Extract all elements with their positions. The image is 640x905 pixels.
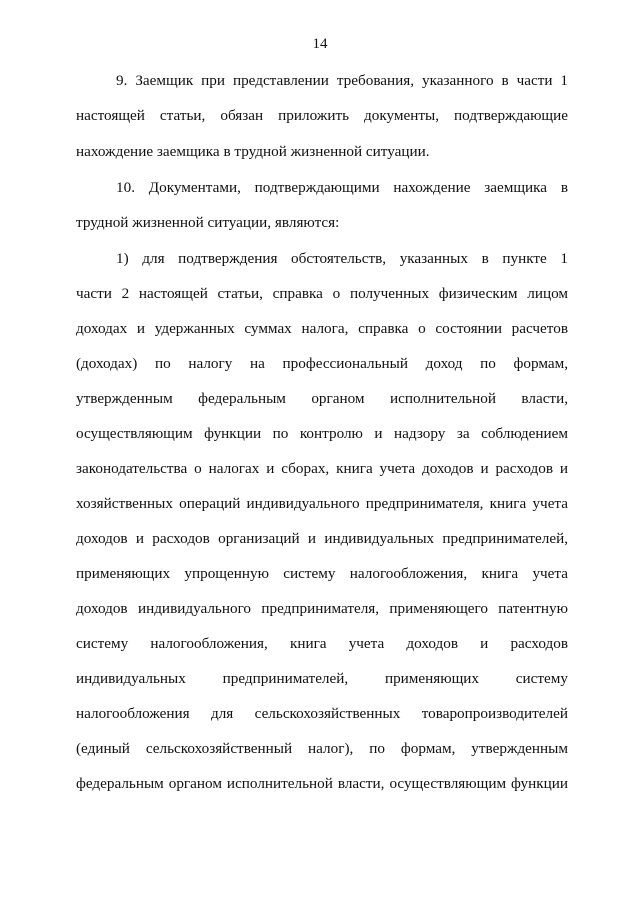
text-line: настоящей статьи, обязан приложить документы, подтверждающие <box>76 107 568 124</box>
text-line: систему налогообложения, книга учета доходов и расходов <box>76 635 568 652</box>
text-line: федеральным органом исполнительной власти, осуществляющим функции <box>76 775 568 792</box>
page-number: 14 <box>312 36 328 52</box>
text-line: утвержденным федеральным органом исполнительной власти, <box>76 390 568 407</box>
text-line: 9. Заемщик при представлении требования, указанного в части 1 <box>116 72 568 89</box>
text-line: трудной жизненной ситуации, являются: <box>76 214 340 231</box>
text-line: налогообложения для сельскохозяйственных товаропроизводителей <box>76 705 568 722</box>
text-line: части 2 настоящей статьи, справка о полученных физическим лицом <box>76 285 568 302</box>
text-line: (доходах) по налогу на профессиональный доход по формам, <box>76 355 568 372</box>
text-line: применяющих упрощенную систему налогообложения, книга учета <box>76 565 568 582</box>
text-line: нахождение заемщика в трудной жизненной ситуации. <box>76 143 430 160</box>
text-line: (единый сельскохозяйственный налог), по формам, утвержденным <box>76 740 568 757</box>
text-line: хозяйственных операций индивидуального предпринимателя, книга учета <box>76 495 568 512</box>
text-line: доходов индивидуального предпринимателя, применяющего патентную <box>76 600 568 617</box>
text-line: доходах и удержанных суммах налога, справка о состоянии расчетов <box>76 320 568 337</box>
text-line: 1) для подтверждения обстоятельств, указанных в пункте 1 <box>116 250 568 267</box>
text-line: осуществляющим функции по контролю и надзору за соблюдением <box>76 425 568 442</box>
text-line: индивидуальных предпринимателей, применяющих систему <box>76 670 568 687</box>
text-line: законодательства о налогах и сборах, книга учета доходов и расходов и <box>76 460 568 477</box>
text-line: доходов и расходов организаций и индивидуальных предпринимателей, <box>76 530 568 547</box>
text-line: 10. Документами, подтверждающими нахождение заемщика в <box>116 179 568 196</box>
